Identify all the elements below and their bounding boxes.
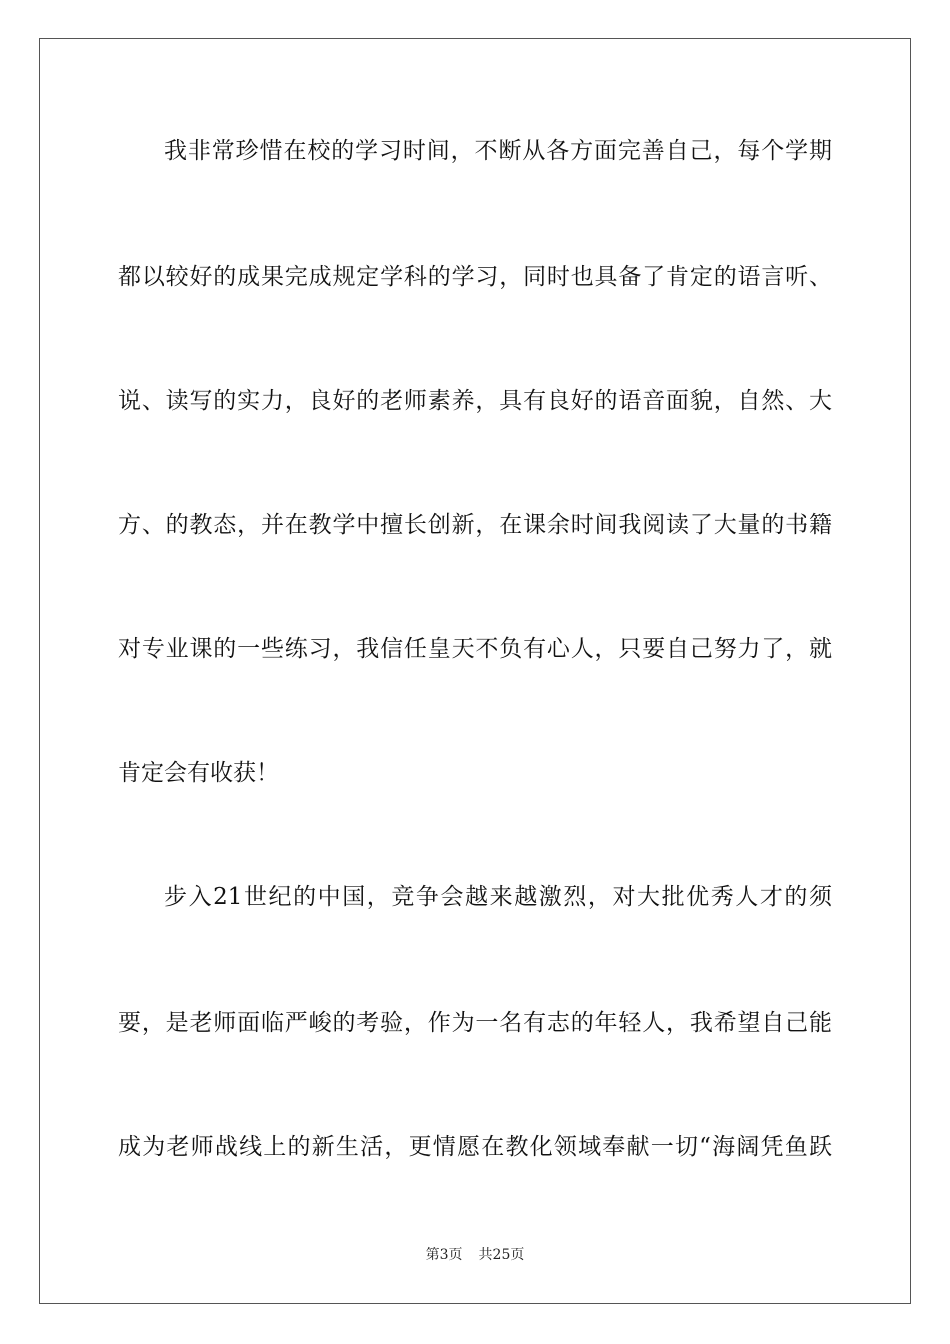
page-border [39,38,911,1304]
paragraph-line: 对专业课的一些练习，我信任皇天不负有心人，只要自己努力了，就 [118,636,832,662]
paragraph-line: 都以较好的成果完成规定学科的学习，同时也具备了肯定的语言听、 [118,264,832,290]
paragraph-line: 说、读写的实力，良好的老师素养，具有良好的语音面貌，自然、大 [118,388,832,414]
page-number: 第3页 [425,1247,463,1263]
page-total: 共25页 [478,1247,525,1263]
page-footer [0,1246,950,1264]
paragraph-line: 我非常珍惜在校的学习时间，不断从各方面完善自己，每个学期 [164,138,832,164]
paragraph-line: 肯定会有收获！ [118,760,279,786]
paragraph-line: 方、的教态，并在教学中擅长创新，在课余时间我阅读了大量的书籍 [118,512,832,538]
paragraph-line: 步入21世纪的中国，竞争会越来越激烈，对大批优秀人才的须 [164,884,832,910]
paragraph-line: 成为老师战线上的新生活，更情愿在教化领域奉献一切“海阔凭鱼跃 [118,1134,832,1160]
paragraph-line: 要，是老师面临严峻的考验，作为一名有志的年轻人，我希望自己能 [118,1010,832,1036]
